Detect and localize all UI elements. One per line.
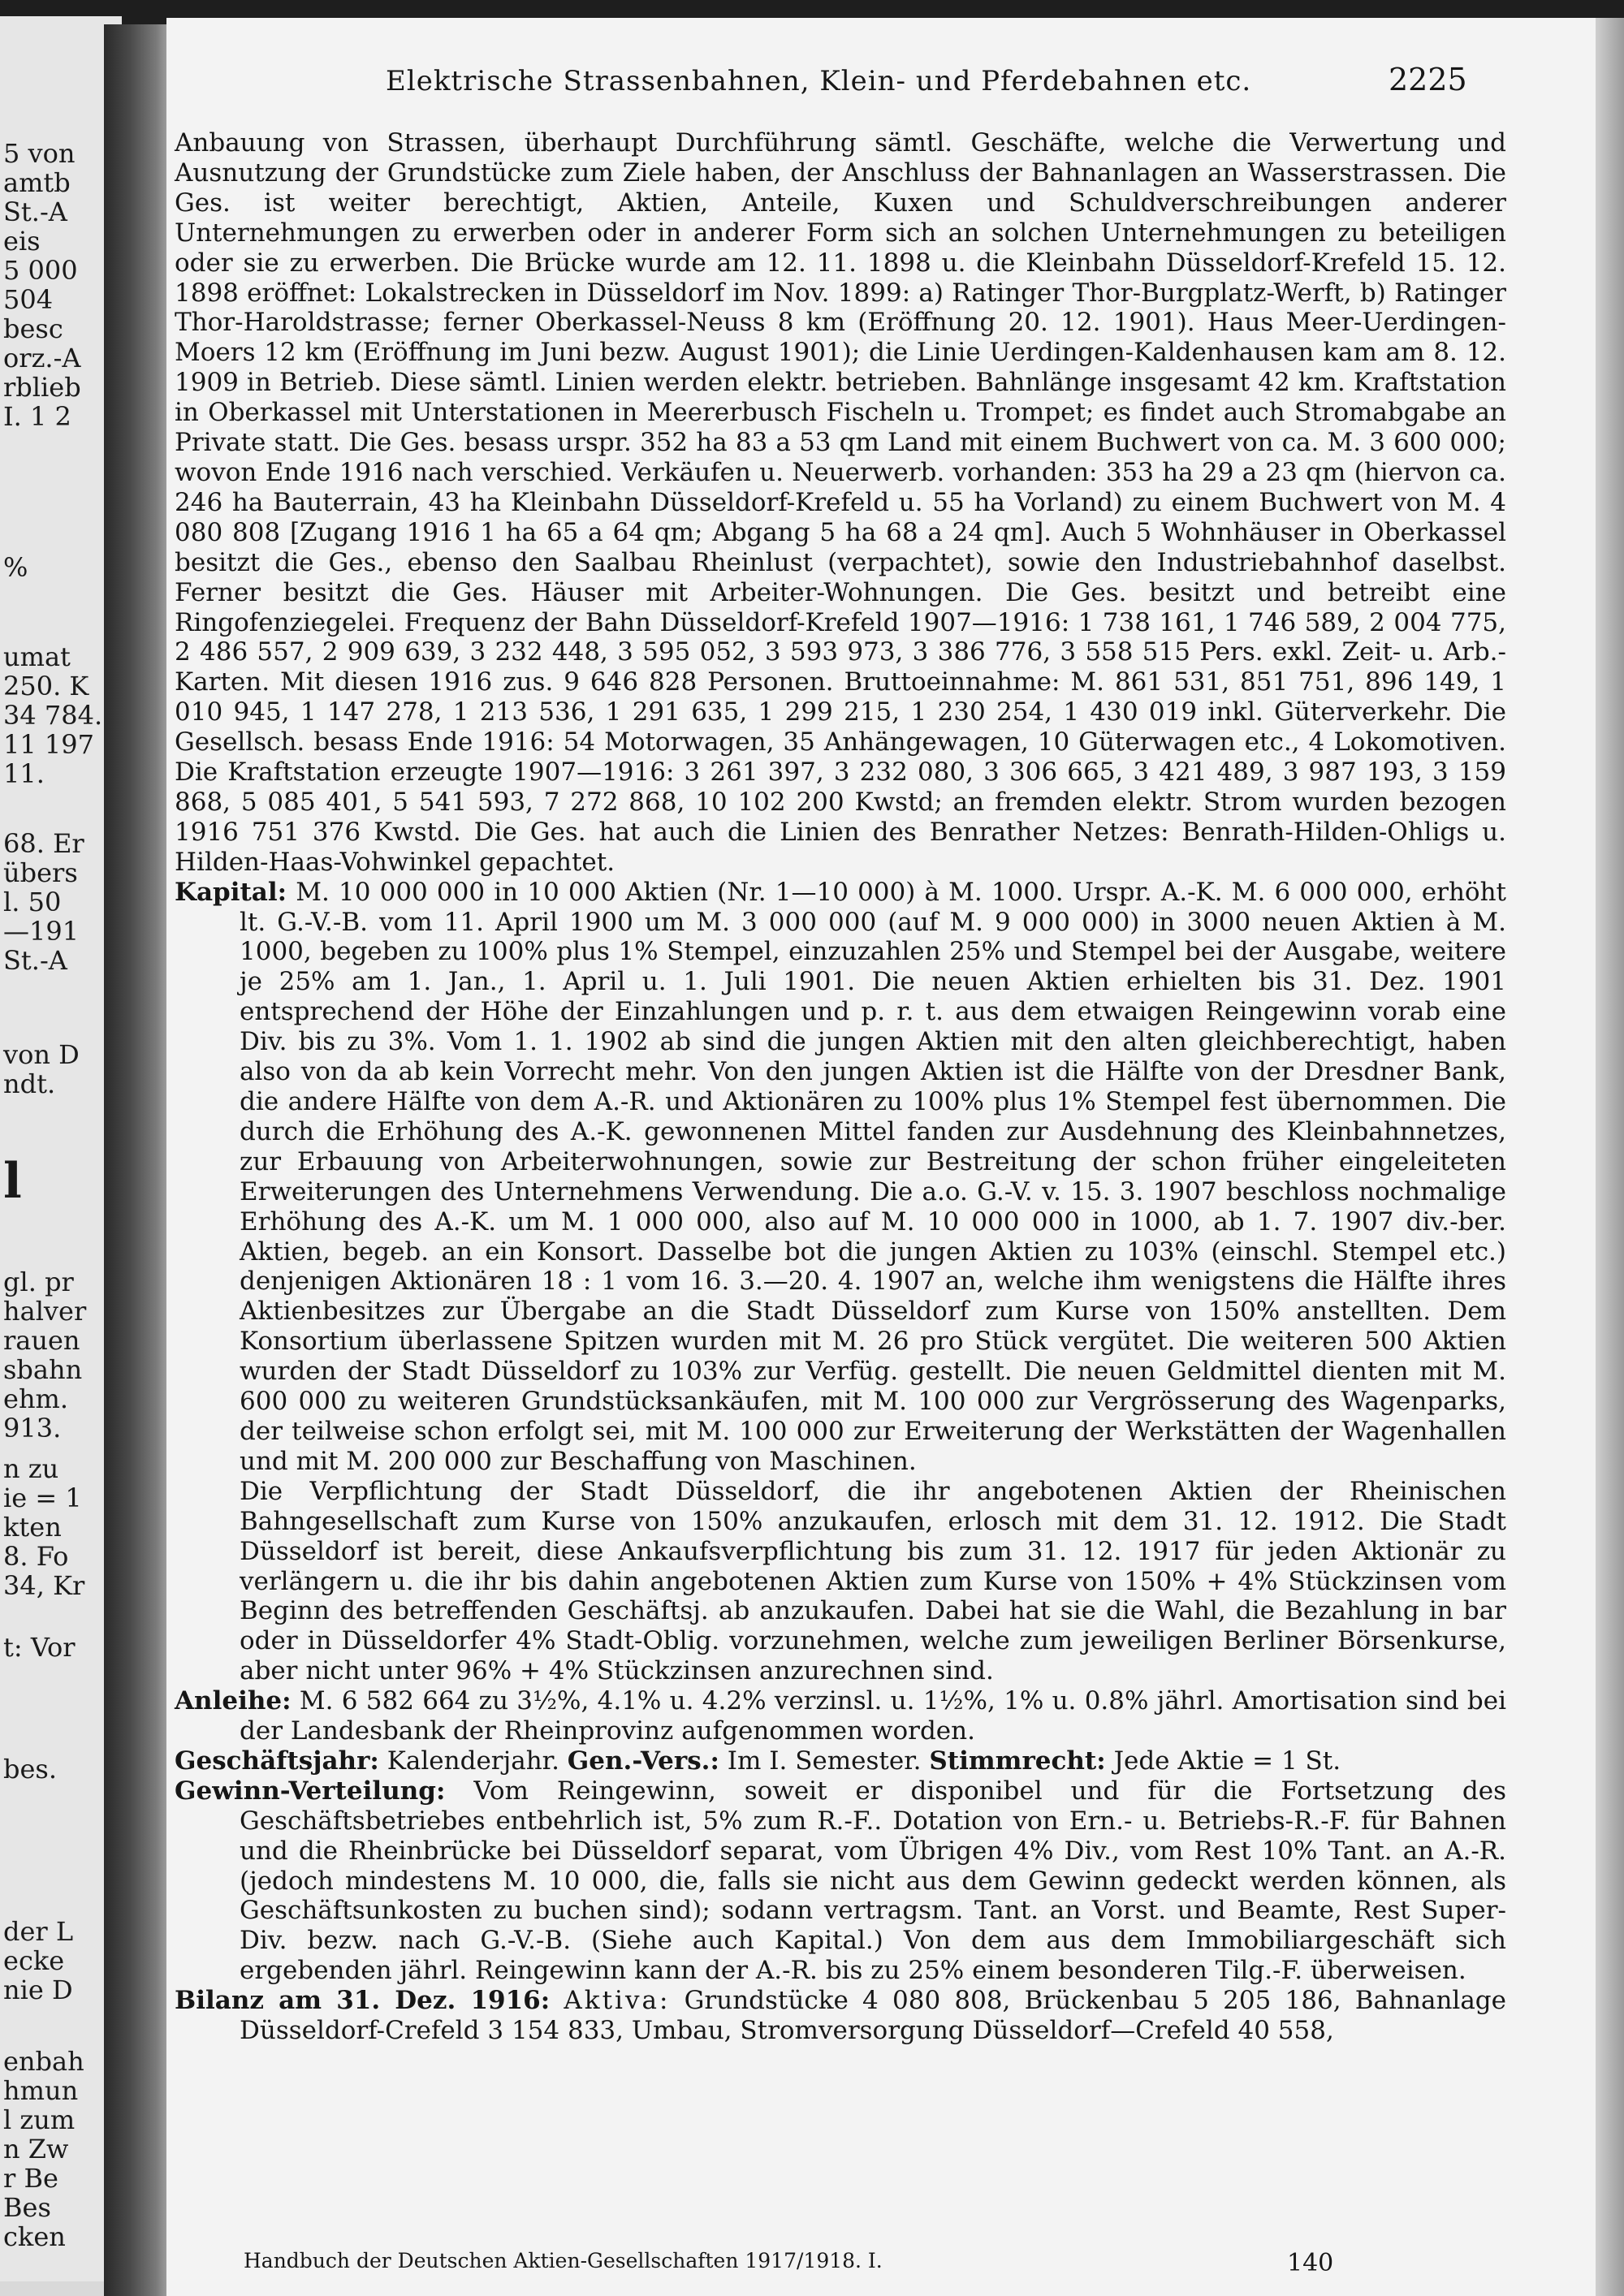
stimmrecht-text: Jede Aktie = 1 St. <box>1113 1746 1341 1776</box>
left-fragment: umat <box>3 641 71 672</box>
left-fragment: % <box>3 552 28 583</box>
kapital-label: Kapital: <box>175 877 287 907</box>
left-fragment: ehm. <box>3 1383 69 1414</box>
left-fragment: n zu <box>3 1453 59 1484</box>
left-fragment: 68. Er <box>3 828 84 859</box>
anleihe-label: Anleihe: <box>175 1686 292 1716</box>
bilanz-text: Grundstücke 4 080 808, Brückenbau 5 205 186, Bahnanlage Düsseldorf-Crefeld 3 154 833, Umbau, Stromversorgung Düsseldorf—Crefeld 40 558, <box>240 1986 1507 2046</box>
left-fragment: I. 1 2 <box>3 401 71 432</box>
left-fragment: l zum <box>3 2104 76 2135</box>
left-fragment: 913. <box>3 1413 62 1444</box>
left-fragment: ecke <box>3 1945 65 1976</box>
document-page <box>166 18 1596 2296</box>
left-fragment: 34, Kr <box>3 1570 85 1601</box>
genvers-label: Gen.-Vers.: <box>567 1746 719 1776</box>
left-fragment: besc <box>3 313 63 344</box>
page-footer <box>244 2249 1510 2281</box>
left-fragment: ie = 1 <box>3 1482 82 1513</box>
geschaeftsjahr-label: Geschäftsjahr: <box>175 1746 379 1776</box>
left-fragment: bes. <box>3 1754 58 1785</box>
left-fragment: l. 50 <box>3 887 62 917</box>
anleihe-text: M. 6 582 664 zu 3½%, 4.1% u. 4.2% verzinsl. u. 1½%, 1% u. 0.8% jährl. Amortisation sind bei der Landesbank der Rheinprovinz aufgenommen worden. <box>240 1686 1507 1746</box>
left-fragment: eis <box>3 226 41 257</box>
left-fragment: 11 197 <box>3 729 94 760</box>
anleihe-paragraph <box>175 1686 1506 1746</box>
left-fragment: —191 <box>3 916 80 947</box>
left-fragment: r Be <box>3 2163 58 2194</box>
left-fragment: 5 von <box>3 138 76 169</box>
verpflichtung-paragraph <box>175 1477 1506 1686</box>
gewinn-text: Vom Reingewinn, soweit er disponibel und für die Fortsetzung des Geschäftsbetriebes entbehrlich ist, 5% zum R.-F.. Dotation von Ern.- u. Betriebs-R.-F. für Bahnen und die Rheinbrücke bei Düsseldorf separat, vom Übrigen 4% Div., vom Rest 10% Tant. an A.-R. (jedoch mindestens M. 10 000, die, falls sie nicht aus dem Gewinn gedeckt werden können, als Geschäftsunkosten zu buchen sind); sodann vertragsm. Tant. an Vorst. und Beamte, Rest Super-Div. bezw. nach G.-V.-B. (Siehe auch Kapital.) Von dem aus dem Immobiliargeschäft sich ergebenden jährl. Reingewinn kann der A.-R. bis zu 25% einem besonderen Tilg.-F. überweisen. <box>240 1776 1506 1986</box>
left-fragment: hmun <box>3 2075 79 2106</box>
left-fragment: 8. Fo <box>3 1541 69 1572</box>
left-fragment: kten <box>3 1512 62 1543</box>
left-fragment: 34 784. <box>3 700 103 731</box>
left-fragment: gl. pr <box>3 1267 74 1297</box>
right-page-edge <box>1596 18 1624 2296</box>
left-fragment: cken <box>3 2221 66 2252</box>
left-fragment: orz.-A <box>3 343 81 373</box>
page-header <box>166 58 1596 107</box>
geschaeftsjahr-text: Kalenderjahr. <box>387 1746 559 1776</box>
left-fragment: Bes <box>3 2192 51 2223</box>
genvers-text: Im I. Semester. <box>727 1746 922 1776</box>
left-fragment: nie D <box>3 1974 73 2005</box>
kapital-paragraph <box>175 878 1506 1477</box>
left-fragment: 5 000 <box>3 255 78 286</box>
left-fragment: enbah <box>3 2046 84 2077</box>
left-fragment: n Zw <box>3 2134 69 2164</box>
geschaeftsjahr-paragraph <box>175 1746 1506 1776</box>
left-fragment: von D <box>3 1039 80 1070</box>
left-fragment: St.-A <box>3 945 67 976</box>
running-title: Elektrische Strassenbahnen, Klein- und Pferdebahnen etc. <box>386 65 1252 97</box>
book-title: Handbuch der Deutschen Aktien-Gesellschaften 1917/1918. I. <box>244 2249 883 2272</box>
left-fragment: t: Vor <box>3 1632 76 1663</box>
verpflichtung-text: Die Verpflichtung der Stadt Düsseldorf, die ihr angebotenen Aktien der Rheinischen Bahngesellschaft zum Kurse von 150% anzukaufen, erlosch mit dem 31. 12. 1912. Die Stadt Düsseldorf ist bereit, diese Ankaufsverpflichtung bis zum 31. 12. 1917 für jeden Aktionär zu verlängern u. die ihr bis dahin angebotenen Aktien zum Kurse von 150% + 4% Stückzinsen vom Beginn des betreffenden Geschäftsj. ab anzukaufen. Dabei hat sie die Wahl, die Bezahlung in bar oder in Düsseldorfer 4% Stadt-Oblig. vorzunehmen, welche zum jeweiligen Berliner Börsenkurse, aber nicht unter 96% + 4% Stückzinsen anzurechnen sind. <box>240 1476 1506 1686</box>
left-fragment: 504 <box>3 284 54 315</box>
left-fragment: der L <box>3 1916 74 1947</box>
left-fragment: übers <box>3 857 78 888</box>
left-fragment: l <box>3 1153 22 1210</box>
bilanz-paragraph <box>175 1986 1506 2046</box>
left-fragment: 250. K <box>3 671 89 701</box>
left-fragment: 11. <box>3 758 45 789</box>
gewinn-label: Gewinn-Verteilung: <box>175 1776 446 1806</box>
intro-paragraph: Anbauung von Strassen, überhaupt Durchführung sämtl. Geschäfte, welche die Verwertung und Ausnutzung der Grundstücke zum Ziele haben, der Anschluss der Bahnanlagen an Wasserstrassen. Die Ges. ist weiter berechtigt, Aktien, Anteile, Kuxen und Schuldverschreibungen anderer Unternehmungen zu erwerben oder in anderer Form sich an solchen Unternehmungen zu beteiligen oder sie zu erwerben. Die Brücke wurde am 12. 11. 1898 u. die Kleinbahn Düsseldorf-Krefeld 15. 12. 1898 eröffnet: Lokalstrecken in Düsseldorf im Nov. 1899: a) Ratinger Thor-Burgplatz-Werft, b) Ratinger Thor-Haroldstrasse; ferner Oberkassel-Neuss 8 km (Eröffnung 20. 12. 1901). Haus Meer-Uerdingen-Moers 12 km (Eröffnung im Juni bezw. August 1901); die Linie Uerdingen-Kaldenhausen kam am 8. 12. 1909 in Betrieb. Diese sämtl. Linien werden elektr. betrieben. Bahnlänge insgesamt 42 km. Kraftstation in Oberkassel mit Unterstationen in Meererbusch Fischeln u. Trompet; es findet auch Stromabgabe an Private statt. Die Ges. besass urspr. 352 ha 83 a 53 qm Land mit einem Buchwert von ca. M. 3 600 000; wovon Ende 1916 nach verschied. Verkäufen u. Neuerwerb. vorhanden: 353 ha 29 a 23 qm (hiervon ca. 246 ha Bauterrain, 43 ha Kleinbahn Düsseldorf-Krefeld u. 55 ha Vorland) zu einem Buchwert von M. 4 080 808 [Zugang 1916 1 ha 65 a 64 qm; Abgang 5 ha 68 a 24 qm]. Auch 5 Wohnhäuser in Oberkassel besitzt die Ges., ebenso den Saalbau Rheinlust (verpachtet), sowie den Industriebahnhof daselbst. Ferner besitzt die Ges. Häuser mit Arbeiter-Wohnungen. Die Ges. besitzt und betreibt eine Ringofenziegelei. Frequenz der Bahn Düsseldorf-Krefeld 1907—1916: 1 738 161, 1 746 589, 2 004 775, 2 486 557, 2 909 639, 3 232 448, 3 595 052, 3 593 973, 3 386 776, 3 558 515 Pers. exkl. Zeit- u. Arb.-Karten. Mit diesen 1916 zus. 9 646 828 Personen. Bruttoeinnahme: M. 861 531, 851 751, 896 149, 1 010 945, 1 147 278, 1 213 536, 1 291 635, 1 299 215, 1 230 254, 1 430 019 inkl. Güterverkehr. Die Gesellsch. besass Ende 1916: 54 Motorwagen, 35 Anhängewagen, 10 Güterwagen etc., 4 Lokomotiven. Die Kraftstation erzeugte 1907—1916: 3 261 397, 3 232 080, 3 306 665, 3 421 489, 3 987 193, 3 159 868, 5 085 401, 5 541 593, 7 272 868, 10 102 200 Kwstd; an fremden elektr. Strom wurden bezogen 1916 751 376 Kwstd. Die Ges. hat auch die Linien des Benrather Netzes: Benrath-Hilden-Ohligs u. Hilden-Haas-Vohwinkel gepachtet. <box>175 128 1506 877</box>
left-fragment: ndt. <box>3 1068 56 1099</box>
left-fragment: rblieb <box>3 372 81 403</box>
bilanz-label: Bilanz am 31. Dez. 1916: <box>175 1986 551 2016</box>
left-fragment: amtb <box>3 167 71 198</box>
gewinn-paragraph <box>175 1776 1506 1986</box>
signature-mark: 140 <box>1287 2249 1334 2277</box>
page-number: 2225 <box>1389 62 1467 97</box>
left-fragment: rauen <box>3 1325 80 1356</box>
aktiva-label: Aktiva: <box>564 1986 671 2016</box>
page-body <box>175 128 1506 2046</box>
left-fragment: sbahn <box>3 1354 83 1385</box>
stimmrecht-label: Stimmrecht: <box>929 1746 1106 1776</box>
kapital-text: M. 10 000 000 in 10 000 Aktien (Nr. 1—10 000) à M. 1000. Urspr. A.-K. M. 6 000 000, erhöht lt. G.-V.-B. vom 11. April 1900 um M. 3 000 000 (auf M. 9 000 000) in 3000 neuen Aktien à M. 1000, begeben zu 100% plus 1% Stempel, einzuzahlen 25% und Stempel bei der Ausgabe, weitere je 25% am 1. Jan., 1. April u. 1. Juli 1901. Die neuen Aktien erhielten bis 31. Dez. 1901 entsprechend der Höhe der Einzahlungen und p. r. t. aus dem etwaigen Reingewinn vorab eine Div. bis zu 3%. Vom 1. 1. 1902 ab sind die jungen Aktien mit den alten gleichberechtigt, haben also von da ab kein Vorrecht mehr. Von den jungen Aktien ist die Hälfte von der Dresdner Bank, die andere Hälfte von dem A.-R. und Aktionären zu 100% plus 1% Stempel fest übernommen. Die durch die Erhöhung des A.-K. gewonnenen Mittel fanden zur Ausdehnung des Kleinbahnnetzes, zur Erbauung von Arbeiterwohnungen, sowie zur Bestreitung der schon früher eingeleiteten Erweiterungen des Unternehmens Verwendung. Die a.o. G.-V. v. 15. 3. 1907 beschloss nochmalige Erhöhung des A.-K. um M. 1 000 000, also auf M. 10 000 000 in 1000, ab 1. 7. 1907 div.-ber. Aktien, begeb. an ein Konsort. Dasselbe bot die jungen Aktien zu 103% (einschl. Stempel etc.) denjenigen Aktionären 18 : 1 vom 16. 3.—20. 4. 1907 an, welche ihm wenigstens die Hälfte ihres Aktienbesitzes zur Übergabe an die Stadt Düsseldorf zum Kurse von 150% anstellten. Dem Konsortium überlassene Spitzen wurden mit M. 26 pro Stück vergütet. Die weiteren 500 Aktien wurden der Stadt Düsseldorf zu 103% zur Verfüg. gestellt. Die neuen Geldmittel dienten mit M. 600 000 zu weiteren Grundstücksankäufen, mit M. 100 000 zur Vergrösserung des Wagenparks, der teilweise schon erfolgt sei, mit M. 100 000 zur Erweiterung der Werkstätten der Wagenhallen und mit M. 200 000 zur Beschaffung von Maschinen. <box>240 877 1507 1476</box>
left-fragment: St.-A <box>3 196 67 227</box>
left-fragment: halver <box>3 1296 87 1327</box>
